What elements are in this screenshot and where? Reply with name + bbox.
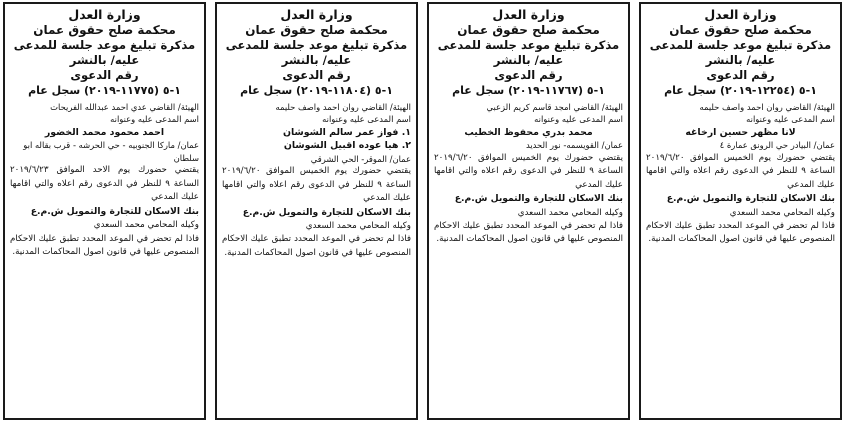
summons-text: يقتضي حضورك يوم الخميس الموافق ٢٠١٩/٦/٢٠ الساعة ٩ للنظر في الدعوى رقم اعلاه والتي اقامها عليك المدعي [434, 152, 624, 190]
plaintiff-lawyer: وكيله المحامي محمد السعدي [305, 220, 411, 231]
case-number: ١-٥ (١١٧٦٧-٢٠١٩) سجل عام [452, 83, 605, 97]
defendant-address: عمان/ البيادر حي الرونق عمارة ٤ [719, 140, 835, 151]
plaintiff-name: بنك الاسكان للتجارة والتمويل ش.م.ع [666, 193, 835, 205]
defendant-label: اسم المدعى عليه وعنوانه [110, 114, 199, 125]
warning-text: فاذا لم تحضر في الموعد المحدد تطبق عليك الاحكام المنصوص عليها في قانون اصول المحاكمات المدنية. [222, 234, 411, 258]
defendant-address: عمان/ الموقر- الحي الشرقي [310, 153, 411, 164]
ministry-heading: وزارة العدل [492, 7, 565, 22]
defendant-name: احمد محمود محمد الخضور [44, 126, 165, 138]
plaintiff-lawyer: وكيله المحامي محمد السعدي [729, 207, 835, 218]
court-notice [3, 2, 206, 420]
summons-text: يقتضي حضورك يوم الاحد الموافق ٢٠١٩/٦/٢٣ الساعة ٩ للنظر في الدعوى رقم اعلاه والتي اقامها عليك المدعي [10, 165, 200, 203]
court-notice [215, 2, 418, 420]
plaintiff-name: بنك الاسكان للتجارة والتمويل ش.م.ع [454, 193, 623, 205]
defendant-label: اسم المدعى عليه وعنوانه [534, 114, 623, 125]
court-name: محكمة صلح حقوق عمان [33, 22, 176, 37]
defendant-name: محمد بدري محفوظ الخطيب [464, 126, 593, 138]
judicial-panel: الهيئة/ القاضي امجد قاسم كريم الزعبي [486, 101, 623, 112]
summons-text: يقتضي حضورك يوم الخميس الموافق ٢٠١٩/٦/٢٠ الساعة ٩ للنظر في الدعوى رقم اعلاه والتي اقامها عليك المدعي [646, 152, 836, 190]
defendant-label: اسم المدعى عليه وعنوانه [746, 114, 835, 125]
defendant-address: عمان/ ماركا الجنوبيه - حي الحرشه - قرب بقاله ابو سلطان [23, 140, 199, 163]
case-number: ١-٥ (١١٧٧٥-٢٠١٩) سجل عام [28, 83, 181, 97]
judicial-panel: الهيئة/ القاضي روان احمد واصف حليمه [699, 101, 835, 112]
memo-title: مذكرة تبليغ موعد جلسة للمدعى [13, 37, 196, 52]
memo-title: مذكرة تبليغ موعد جلسة للمدعى [649, 37, 832, 52]
defendant-name-second: ٢. هيا عوده اقبيل الشوشان [283, 140, 411, 152]
memo-title-continued: عليه/ بالنشر [281, 52, 352, 67]
ministry-heading: وزارة العدل [280, 7, 353, 22]
memo-title-continued: عليه/ بالنشر [705, 52, 776, 67]
court-name: محكمة صلح حقوق عمان [245, 22, 388, 37]
defendant-name: لانا مظهر حسين ارخاغه [685, 126, 796, 138]
court-notice [639, 2, 842, 420]
plaintiff-name: بنك الاسكان للتجارة والتمويل ش.م.ع [30, 205, 199, 217]
case-number-label: رقم الدعوى [282, 67, 351, 82]
warning-text: فاذا لم تحضر في الموعد المحدد تطبق عليك الاحكام المنصوص عليها في قانون اصول المحاكمات المدنية. [434, 221, 623, 245]
plaintiff-lawyer: وكيله المحامي محمد السعدي [517, 207, 623, 218]
ministry-heading: وزارة العدل [704, 7, 777, 22]
case-number-label: رقم الدعوى [494, 67, 563, 82]
memo-title: مذكرة تبليغ موعد جلسة للمدعى [225, 37, 408, 52]
court-notice [427, 2, 630, 420]
defendant-address: عمان/ القويسمه- نور الحديد [525, 140, 623, 151]
plaintiff-lawyer: وكيله المحامي محمد السعدي [93, 220, 199, 231]
court-name: محكمة صلح حقوق عمان [669, 22, 812, 37]
warning-text: فاذا لم تحضر في الموعد المحدد تطبق عليك الاحكام المنصوص عليها في قانون اصول المحاكمات المدنية. [10, 233, 199, 258]
defendant-label: اسم المدعى عليه وعنوانه [322, 114, 411, 125]
memo-title-continued: عليه/ بالنشر [69, 52, 140, 67]
memo-title: مذكرة تبليغ موعد جلسة للمدعى [437, 37, 620, 52]
ministry-heading: وزارة العدل [68, 7, 141, 22]
case-number-label: رقم الدعوى [706, 67, 775, 82]
defendant-name: ١. فواز عمر سالم الشوشان [282, 126, 411, 138]
summons-text: يقتضي حضورك يوم الخميس الموافق ٢٠١٩/٦/٢٠ الساعة ٩ للنظر في الدعوى رقم اعلاه والتي اقامها عليك المدعي [222, 166, 412, 204]
case-number: ١-٥ (١٢٢٥٤-٢٠١٩) سجل عام [664, 83, 817, 97]
case-number-label: رقم الدعوى [70, 67, 139, 82]
warning-text: فاذا لم تحضر في الموعد المحدد تطبق عليك الاحكام المنصوص عليها في قانون اصول المحاكمات المدنية. [646, 221, 835, 245]
case-number: ١-٥ (١١٨٠٤-٢٠١٩) سجل عام [240, 83, 393, 97]
judicial-panel: الهيئة/ القاضي روان احمد واصف حليمه [275, 101, 411, 112]
judicial-panel: الهيئة/ القاضي عدي احمد عبدالله الفريحات [50, 101, 199, 112]
court-name: محكمة صلح حقوق عمان [457, 22, 600, 37]
memo-title-continued: عليه/ بالنشر [493, 52, 564, 67]
plaintiff-name: بنك الاسكان للتجارة والتمويل ش.م.ع [242, 206, 411, 218]
